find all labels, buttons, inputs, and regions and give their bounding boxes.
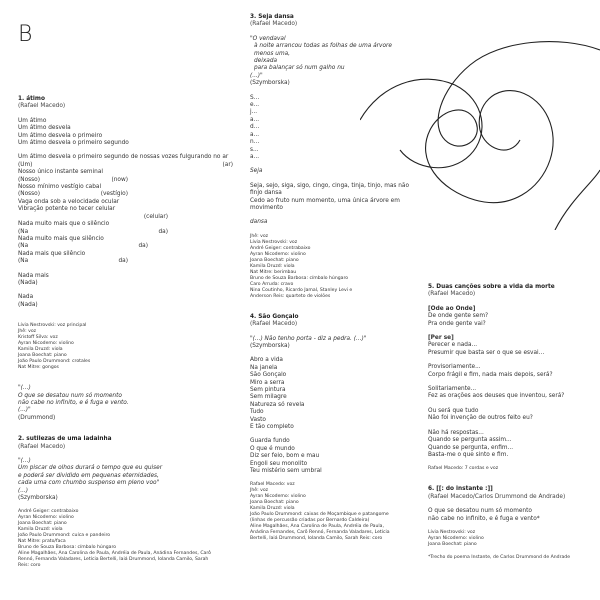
track-4-title: 4. São Gonçalo: [250, 313, 299, 320]
quote-line: (...)": [18, 407, 31, 414]
credit-line: Caro Arruda: cravo: [250, 281, 294, 287]
column-right: [428, 284, 596, 561]
letter-line: S...: [250, 94, 260, 101]
lyric-line: Um átimo desvela o primeiro segundo de nossas vozes fulgurando no ar: [18, 154, 229, 161]
credit-line: Joana Boechat: piano: [250, 500, 299, 506]
subsection-title: [Per se]: [428, 335, 454, 342]
lyric-line: não cabe no infinito, e é fuga e vento*: [428, 515, 540, 522]
letter-line: a...: [250, 116, 260, 123]
pair-right: (celular): [143, 213, 168, 220]
pair-left: (Um): [18, 161, 33, 168]
quote-line: Um piscar de olhos durará o tempo que eu quiser: [18, 465, 163, 472]
pair-left: (Na: [18, 228, 29, 235]
credit-line: Kamila Druzd: viola: [18, 347, 63, 353]
credit-line: Anderson Reis: quarteto de violões: [250, 293, 331, 299]
lyric-pair: [18, 177, 128, 184]
credit-line: Rennó, Fernanda Valadares, Letícia Bertelli, Iaiá Drummond, Iolanda Camilo, Sarah: [18, 557, 209, 563]
track-5-author: (Rafael Macedo): [428, 291, 476, 298]
credit-line: André Geiger: contrabaixo: [18, 509, 79, 515]
track-2-quote: [18, 458, 233, 495]
track-1-quote: [18, 385, 233, 415]
credit-line: Nat Mitre: berimbau: [250, 269, 297, 275]
lyric-line: Seja: [250, 168, 263, 175]
lyric-line: (Nada): [18, 301, 38, 308]
pair-left: (Nosso): [18, 191, 40, 198]
track-4-verse-1: [250, 357, 430, 431]
credit-line: Lívia Nestrovski: voz: [250, 239, 298, 245]
track-3-author: (Rafael Macedo): [250, 21, 298, 28]
lyric-line: Corpo frágil e fim, nada mais depois, será?: [428, 371, 553, 378]
lyric-line: (Nada): [18, 279, 38, 286]
track-4-credits: [250, 482, 430, 542]
credit-line: Rafael Macedo: voz: [250, 482, 295, 488]
credit-line: Bruno de Souza Barbosa: címbalo húngaro: [250, 275, 349, 281]
pair-left: (Na: [18, 258, 29, 265]
credit-line: Joana Boechat: piano: [428, 541, 477, 547]
credit-line: João Paulo Drummond: caixas de Moçambique e patangome: [250, 512, 389, 518]
lyric-line: E tão completo: [250, 424, 294, 431]
quote-line: deixada: [254, 58, 278, 65]
lyric-line: Não foi invenção de outros feito eu?: [428, 415, 533, 422]
lyric-line: De onde gente sem?: [428, 313, 489, 320]
track-4-author: (Rafael Macedo): [250, 321, 298, 328]
lyric-line: Um átimo desvela o primeiro segundo: [18, 140, 129, 147]
quote-line: menos uma,: [254, 50, 291, 57]
lyric-line: O que é mundo: [250, 445, 295, 452]
quote-line: "(...): [18, 458, 31, 464]
track-3-letters: [250, 95, 430, 162]
credit-line: Ayran Nicodemo: violino: [18, 515, 74, 521]
track-2-credits: [18, 509, 233, 569]
lyric-line: Nada muito mais que o silêncio: [18, 221, 110, 228]
credit-line: Joana Boechat: piano: [250, 257, 299, 263]
lyric-line: Diz ser feio, bom e mau: [250, 453, 320, 460]
track-1-title: 1. átimo: [18, 96, 45, 102]
lyric-line: Ou será que tudo: [428, 407, 479, 414]
quote-line: O que se desatou num só momento: [18, 392, 122, 399]
subsection-title: [Ode ao Onde]: [428, 305, 476, 312]
credit-line: Nina Coutinho, Ricardo Jamal, Stanley Levi e: [250, 287, 353, 293]
quote-author: (Szymborska): [18, 495, 58, 502]
lyric-line: São Gonçalo: [250, 372, 287, 379]
track-6-author: (Rafael Macedo/Carlos Drummond de Andrade): [428, 493, 566, 500]
credit-line: Jhê: voz: [18, 329, 37, 335]
track-4-verse-2: [250, 438, 430, 475]
credit-line: Jhê: voz: [250, 488, 269, 494]
quote-line: (...)": [250, 72, 263, 79]
letter-line: j...: [250, 109, 258, 116]
track-1-author: (Rafael Macedo): [18, 103, 66, 110]
credit-line: João Paulo Drummond: cuíca e pandeiro: [18, 533, 111, 539]
footnote: *Trecho do poema Instante, de Carlos Drummond de Andrade: [428, 554, 571, 560]
track-3-quote: [250, 36, 430, 80]
lyric-line: Um átimo desvela o primeiro: [18, 132, 103, 139]
quote-line: "(...): [18, 385, 31, 392]
pair-right: (ar): [222, 161, 233, 168]
lyric-line: Vasto: [250, 416, 266, 423]
credit-line: Joana Boechat: piano: [18, 353, 67, 359]
quote-author: (Szymborska): [250, 80, 290, 87]
lyric-pair: [18, 229, 168, 236]
credit-line: Rafael Macedo: 7 cordas e voz: [428, 466, 499, 472]
lyric-line: Guarda fundo: [250, 438, 290, 445]
lyric-line: Pra onde gente vai?: [428, 320, 486, 327]
lyric-line: Um átimo: [18, 117, 47, 124]
lyric-pair: [18, 243, 148, 250]
pair-right: da): [158, 228, 168, 235]
quote-author: (Drummond): [18, 414, 56, 421]
credit-line: Bertelli, Iaiá Drummond, Iolanda Camilo, Sarah Reis: coro: [250, 536, 383, 542]
quote-line: "(...) Não tenho porta - diz a pedra. (...)": [250, 335, 367, 342]
lyric-line: Tudo: [250, 409, 264, 416]
quote-line: à noite arrancou todas as folhas de uma árvore: [254, 43, 392, 50]
track-2-author: (Rafael Macedo): [18, 443, 66, 450]
track-1-credits: [18, 323, 233, 371]
letter-line: a...: [250, 131, 260, 138]
credit-line: Nat Mitre: prato/faca: [18, 539, 66, 545]
lyric-line: Nada mais que silêncio: [18, 250, 86, 257]
credit-line: Ayran Nicodemo: violino: [18, 341, 74, 347]
lyric-line: Solitariamente...: [428, 386, 477, 393]
pair-right: da): [138, 243, 148, 250]
pair-left: (Na: [18, 243, 29, 250]
lyric-line: finjo dansa: [250, 190, 282, 197]
credit-line: Anádina Fernandes, Carô Rennó, Fernanda Valadares, Letícia: [250, 530, 390, 536]
pair-right: da): [118, 258, 128, 265]
credit-line: André Geiger: contrabaixo: [250, 245, 311, 251]
credit-line: Kamila Druzd: viola: [18, 527, 63, 533]
lyric-line: Nada: [18, 294, 34, 301]
credit-line: Kamila Druzd: viola: [250, 263, 295, 269]
track-6-credits: [428, 530, 596, 548]
lyric-line: Quando se pergunta, enfim...: [428, 444, 514, 451]
lyric-line: Presumir que basta ser o que se esvai...: [428, 349, 545, 356]
letter-line: n...: [250, 139, 260, 146]
credit-line: (linhas de percussão criadas por Bernardo Caldeira): [250, 518, 370, 524]
lyric-line: Miro a serra: [250, 379, 285, 386]
lyric-line: Teu mistério sem umbral: [250, 468, 322, 475]
lyric-line: Nada muito mais que silêncio: [18, 235, 104, 242]
credit-line: Kamila Druzd: viola: [250, 506, 295, 512]
lyric-pair: [18, 214, 168, 221]
letter-line: e...: [250, 102, 260, 109]
credit-line: Kristoff Silva: voz: [18, 335, 58, 341]
credit-line: Joana Boechat: piano: [18, 521, 67, 527]
lyric-line: dansa: [250, 219, 268, 226]
lyric-line: Vibração potente no tecer celular: [18, 206, 116, 213]
credit-line: Ayran Nicodemo: violino: [250, 494, 306, 500]
lyric-line: Engoli seu monolito: [250, 460, 308, 467]
lyric-line: Sem milagre: [250, 394, 287, 401]
quote-line: e poderá ser dividido em pequenas eternidades,: [18, 472, 159, 479]
quote-line: (...): [18, 487, 29, 494]
letter-line: a...: [250, 153, 260, 160]
lyric-line: Nosso mínimo vestígio cabal: [18, 184, 102, 191]
lyric-line: Seja, sejo, siga, sigo, cingo, cinga, tinja, tinjo, mas não: [250, 182, 410, 189]
letter-line: s...: [250, 146, 259, 153]
quote-line: para balançar só num galho nu: [254, 65, 345, 72]
track-3-title: 3. Seja dansa: [250, 14, 294, 20]
quote-line: cada uma com chumbo suspenso em pleno voo": [18, 480, 160, 487]
pair-right: (now): [111, 176, 128, 183]
lyric-line: Vaga onda sob a velocidade ocular: [18, 198, 120, 205]
lyric-line: Provisoriamente...: [428, 364, 481, 371]
lyric-line: Na janela: [250, 364, 278, 371]
lyric-line: Sem pintura: [250, 387, 286, 393]
track-3-text: [250, 183, 430, 213]
credit-line: Reis: coro: [18, 563, 41, 569]
lyric-pair: [18, 258, 128, 265]
pair-left: (Nosso): [18, 176, 40, 183]
pair-right: (vestígio): [100, 191, 128, 198]
credit-line: Lívia Nestrovski: voz principal: [18, 323, 87, 329]
credit-line: Lívia Nestrovski: voz: [428, 529, 476, 535]
track-6-title: 6. [[: do instante :]]: [428, 486, 493, 493]
credit-line: Aline Magalhães, Ana Carolina de Paula, Andréia de Paula, Anádina Fernandes, Carô: [18, 551, 211, 557]
track-3-credits: [250, 234, 430, 300]
track-5-title: 5. Duas canções sobre a vida da morte: [428, 284, 555, 290]
credit-line: João Paulo Drummond: crotales: [18, 359, 91, 365]
credit-line: Ayran Nicodemo: violino: [428, 535, 484, 541]
lyric-pair: [18, 191, 128, 198]
lyric-line: Não há respostas...: [428, 429, 484, 436]
quote-line: não cabe no infinito, e é fuga e vento.: [18, 399, 129, 406]
credit-line: Aline Magalhães, Ana Carolina de Paula, Andréia de Paula,: [250, 524, 384, 530]
track-2-title: 2. sutilezas de uma ladainha: [18, 436, 112, 443]
lyric-line: Fez as orações aos deuses que inventou, será?: [428, 393, 565, 400]
lyric-line: Cedo ao fruto num momento, uma única árvore em: [250, 197, 400, 204]
lyric-line: movimento: [250, 204, 283, 211]
lyric-line: Basta-me o que sinto e fim.: [428, 451, 509, 458]
column-left: [18, 96, 233, 569]
lyric-line: Um átimo desvela: [18, 125, 71, 132]
track-1-lines-a: [18, 118, 233, 148]
credit-line: Jhê: voz: [250, 233, 269, 239]
lyric-line: Quando se pergunta assim...: [428, 437, 512, 444]
lyric-line: Natureza só revela: [250, 401, 305, 408]
lyric-line: Perecer e nada...: [428, 342, 478, 349]
lyric-line: Abro a vida: [250, 357, 283, 364]
column-middle: [250, 14, 430, 542]
lyric-line: O que se desatou num só momento: [428, 508, 532, 515]
credit-line: Bruno de Souza Barbosa: címbalo húngaro: [18, 545, 117, 551]
quote-line: "O vendaval: [250, 35, 286, 42]
credit-line: Ayran Nicodemo: violino: [250, 251, 306, 257]
quote-author: (Szymborska): [250, 342, 290, 349]
lyric-line: Nosso único instante seminal: [18, 169, 104, 176]
letter-line: d...: [250, 124, 260, 131]
page-letter: B: [18, 22, 33, 47]
lyric-line: Nada mais: [18, 272, 49, 279]
credit-line: Nat Mitre: gongos: [18, 365, 59, 371]
